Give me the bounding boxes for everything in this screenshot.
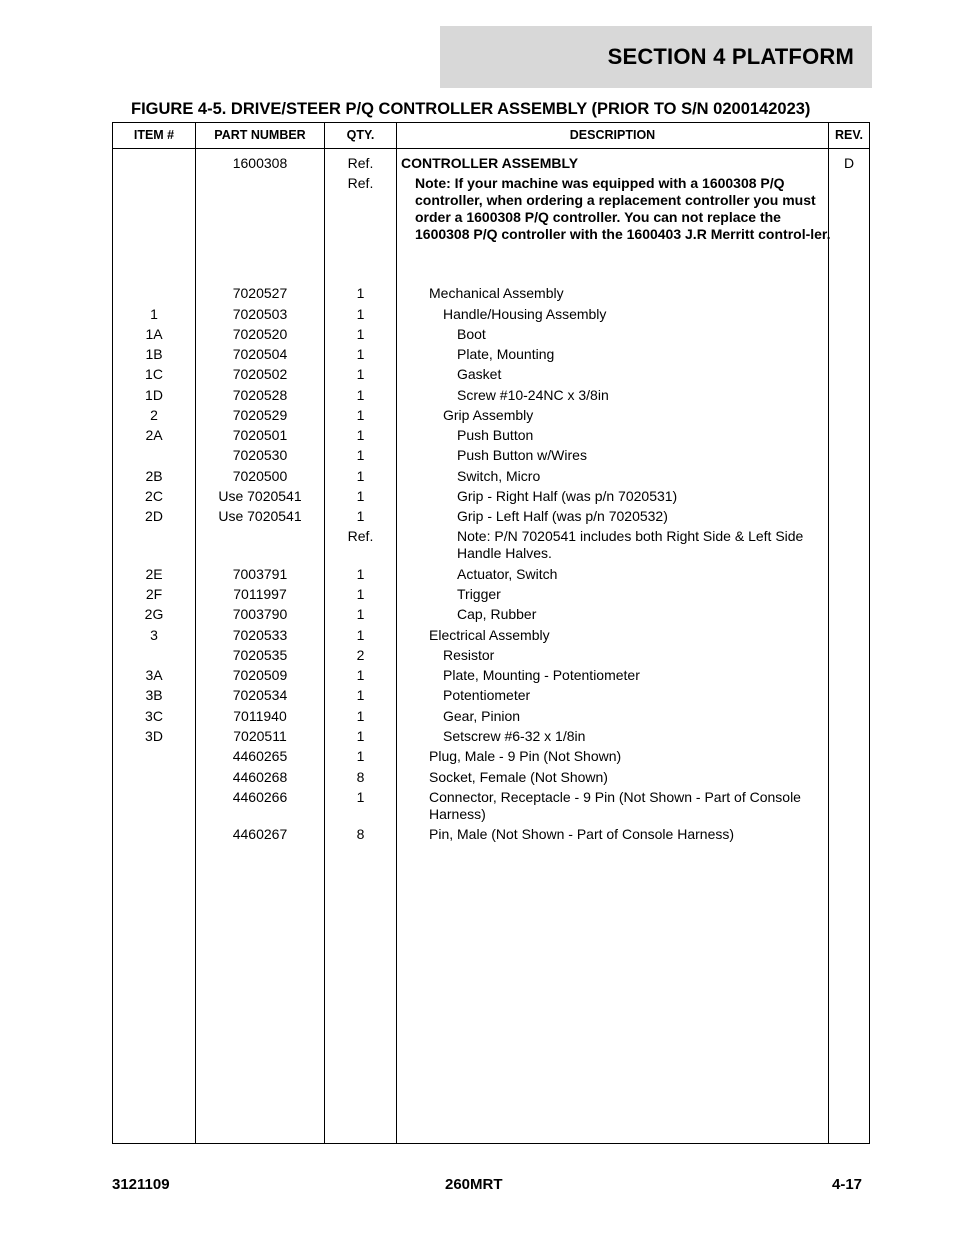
qty-cell: 1	[356, 728, 365, 744]
item-number-cell: 3D	[145, 728, 163, 744]
header-description: DESCRIPTION	[569, 128, 656, 142]
description-cell: Potentiometer	[443, 687, 531, 703]
part-number-cell: 7003791	[232, 566, 288, 582]
item-number-cell: 3	[150, 627, 158, 643]
part-number-cell: 7020502	[232, 366, 288, 382]
section-banner	[440, 26, 872, 88]
item-number-cell: 2	[150, 407, 158, 423]
qty-cell: Ref.	[347, 175, 374, 191]
header-rev: REV.	[834, 128, 864, 142]
qty-cell: 1	[356, 346, 365, 362]
description-cell: Push Button	[457, 427, 534, 443]
part-number-cell: 4460267	[232, 826, 288, 842]
description-cell: Grip Assembly	[443, 407, 534, 423]
description-cell: Push Button w/Wires	[457, 447, 587, 463]
part-number-cell: 7020528	[232, 387, 288, 403]
description-cell: Trigger	[457, 586, 501, 602]
part-number-cell: 7020501	[232, 427, 288, 443]
qty-cell: Ref.	[347, 528, 374, 544]
description-cell: Electrical Assembly	[429, 627, 550, 643]
qty-cell: 1	[356, 407, 365, 423]
qty-cell: 1	[356, 566, 365, 582]
qty-cell: 1	[356, 586, 365, 602]
qty-cell: 1	[356, 447, 365, 463]
part-number-cell: 7020534	[232, 687, 288, 703]
description-cell: Grip - Right Half (was p/n 7020531)	[457, 488, 678, 504]
item-number-cell: 2F	[145, 586, 163, 602]
item-number-cell: 1A	[145, 326, 163, 342]
item-number-cell: 2D	[145, 508, 163, 524]
part-number-cell: 7020503	[232, 306, 288, 322]
qty-cell: 8	[356, 769, 365, 785]
description-cell: Plug, Male - 9 Pin (Not Shown)	[429, 748, 622, 764]
qty-cell: Ref.	[347, 155, 374, 171]
qty-cell: 1	[356, 627, 365, 643]
item-number-cell: 3C	[145, 708, 163, 724]
qty-cell: 8	[356, 826, 365, 842]
qty-cell: 1	[356, 387, 365, 403]
qty-cell: 1	[356, 468, 365, 484]
description-cell: Setscrew #6-32 x 1/8in	[443, 728, 586, 744]
footer-document-number: 3121109	[112, 1176, 170, 1193]
part-number-cell: 7020533	[232, 627, 288, 643]
qty-cell: 1	[356, 326, 365, 342]
description-cell: Gasket	[457, 366, 502, 382]
qty-cell: 1	[356, 508, 365, 524]
qty-cell: 1	[356, 488, 365, 504]
description-cell: Plate, Mounting	[457, 346, 555, 362]
description-cell: Connector, Receptacle - 9 Pin (Not Shown - Part of Console Harness)	[429, 789, 801, 822]
footer-page-number: 4-17	[832, 1176, 863, 1193]
description-cell: Actuator, Switch	[457, 566, 558, 582]
part-number-cell: 1600308	[232, 155, 288, 171]
description-cell: Grip - Left Half (was p/n 7020532)	[457, 508, 668, 524]
table-body	[113, 149, 869, 1143]
item-number-cell: 2C	[145, 488, 163, 504]
item-number-cell: 1	[150, 306, 158, 322]
header-qty: QTY.	[346, 128, 375, 142]
part-number-cell: 7011997	[233, 586, 287, 602]
part-number-cell: 7020527	[232, 285, 288, 301]
part-number-cell: 4460265	[232, 748, 288, 764]
description-cell: Handle/Housing Assembly	[443, 306, 607, 322]
item-number-cell: 1D	[145, 387, 163, 403]
qty-cell: 1	[356, 366, 365, 382]
item-number-cell: 2E	[145, 566, 163, 582]
part-number-cell: 7020535	[232, 647, 288, 663]
description-cell: Note: P/N 7020541 includes both Right Side & Left Side Handle Halves.	[457, 528, 804, 561]
qty-cell: 1	[356, 427, 365, 443]
item-number-cell: 2B	[145, 468, 163, 484]
part-number-cell: 4460268	[232, 769, 288, 785]
item-number-cell: 2A	[145, 427, 163, 443]
description-cell: Resistor	[443, 647, 495, 663]
description-cell: Plate, Mounting - Potentiometer	[443, 667, 640, 683]
description-cell: Gear, Pinion	[443, 708, 521, 724]
qty-cell: 1	[356, 748, 365, 764]
description-cell: Cap, Rubber	[457, 606, 537, 622]
description-cell: Screw #10-24NC x 3/8in	[457, 387, 609, 403]
section-title: SECTION 4 PLATFORM	[607, 44, 854, 69]
qty-cell: 1	[356, 306, 365, 322]
part-number-cell: 7020520	[232, 326, 288, 342]
part-number-cell: Use 7020541	[218, 508, 302, 524]
description-cell: Note: If your machine was equipped with a 1600308 P/Q controller, when ordering a replacement controller you must order a 1600308 P/Q controller. You can not replace the 1600308 P/Q controller with the 1600403 J.R Merritt control-ler.	[415, 175, 831, 242]
description-cell: Pin, Male (Not Shown - Part of Console Harness)	[429, 826, 735, 842]
description-cell: Mechanical Assembly	[429, 285, 564, 301]
header-item: ITEM #	[133, 128, 175, 142]
item-number-cell: 1B	[145, 346, 163, 362]
item-number-cell: 3A	[145, 667, 163, 683]
item-number-cell: 3B	[145, 687, 163, 703]
qty-cell: 1	[356, 606, 365, 622]
qty-cell: 1	[356, 708, 365, 724]
qty-cell: 1	[356, 687, 365, 703]
rev-cell: D	[843, 155, 855, 171]
part-number-cell: 7020504	[232, 346, 288, 362]
table-header-row	[113, 123, 869, 149]
description-cell: Socket, Female (Not Shown)	[429, 769, 608, 785]
part-number-cell: 7020530	[232, 447, 288, 463]
item-number-cell: 1C	[145, 366, 163, 382]
part-number-cell: 7020511	[233, 728, 287, 744]
figure-title: FIGURE 4-5. DRIVE/STEER P/Q CONTROLLER ASSEMBLY (PRIOR TO S/N 0200142023)	[131, 100, 811, 118]
part-number-cell: Use 7020541	[218, 488, 302, 504]
qty-cell: 1	[356, 789, 365, 805]
part-number-cell: 7020529	[232, 407, 288, 423]
qty-cell: 1	[356, 667, 365, 683]
item-number-cell: 2G	[144, 606, 164, 622]
description-cell: CONTROLLER ASSEMBLY	[401, 155, 579, 171]
part-number-cell: 4460266	[232, 789, 288, 805]
part-number-cell: 7020509	[232, 667, 288, 683]
part-number-cell: 7003790	[232, 606, 288, 622]
description-cell: Switch, Micro	[457, 468, 541, 484]
part-number-cell: 7020500	[232, 468, 288, 484]
parts-table	[112, 122, 870, 1144]
part-number-cell: 7011940	[233, 708, 287, 724]
header-part-number: PART NUMBER	[214, 128, 306, 142]
qty-cell: 2	[356, 647, 365, 663]
qty-cell: 1	[356, 285, 365, 301]
footer-model: 260MRT	[445, 1176, 503, 1193]
description-cell: Boot	[457, 326, 486, 342]
